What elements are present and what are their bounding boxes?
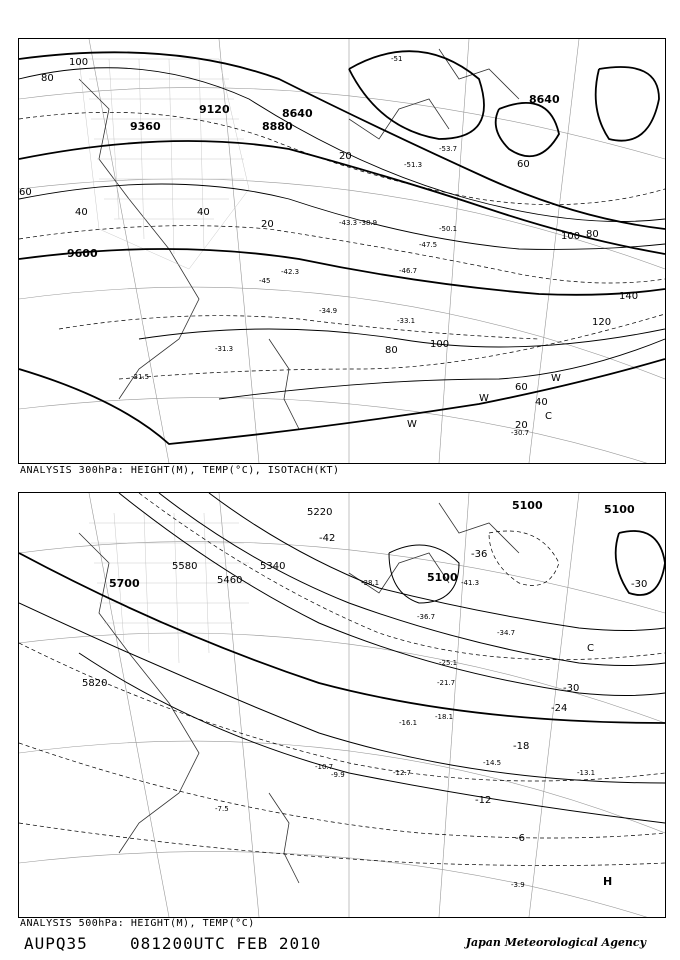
height-label: 8880 [262,120,293,133]
isotach-label: 20 [261,219,274,230]
station-temp: -18.1 [435,713,454,721]
height-label: 5700 [109,577,140,590]
cold-center-marker: C [587,643,594,654]
height-label: 5100 [512,499,543,512]
isotach-label: 100 [561,231,581,242]
map-300hpa-canvas [19,39,665,463]
coastline [79,49,519,429]
temp-label: -51 [391,55,403,63]
height-label: 5580 [172,561,198,572]
height-contours-bold [19,531,665,723]
isotherm-label: -30 [563,683,580,694]
temp-label: -38.9 [359,219,378,227]
upper-panel-caption: ANALYSIS 300hPa: HEIGHT(M), TEMP(°C), ISOTACH(KT) [20,465,340,476]
height-label: 8640 [529,93,560,106]
high-center-marker: H [603,875,613,888]
height-contours [19,51,665,444]
isotherm-label: -12 [475,795,492,806]
height-label: 9360 [130,120,161,133]
temp-label: -51.3 [404,161,423,169]
isotach-label: 140 [619,291,639,302]
height-label: 5340 [260,561,286,572]
temp-label: -30.7 [511,429,530,437]
station-temp: -13.1 [577,769,596,777]
isotherm-label: -6 [515,833,525,844]
isotach-label: 80 [41,73,54,84]
isotach-label: 80 [385,345,398,356]
temp-label: -31.5 [131,373,150,381]
station-temp: -12.7 [393,769,412,777]
agency-name: Japan Meteorological Agency [465,936,646,949]
cold-center-marker: C [545,411,552,422]
warm-center-marker: W [551,373,561,384]
height-label: 5460 [217,575,243,586]
isotherm-label: -18 [513,741,530,752]
height-label: 9120 [199,103,230,116]
map-500hpa-canvas [19,493,665,917]
station-temp: -34.7 [497,629,516,637]
height-label: 5220 [307,507,333,518]
temp-label: -45 [259,277,271,285]
station-temp: -14.5 [483,759,502,767]
temp-label: -33.1 [397,317,416,325]
graticule [19,493,665,917]
isotach-label: 60 [517,159,530,170]
height-label: 9600 [67,247,98,260]
isotach-label: 40 [535,397,548,408]
temp-label: -46.7 [399,267,418,275]
isotach-label: 60 [515,382,528,393]
lower-panel-caption: ANALYSIS 500hPa: HEIGHT(M), TEMP(°C) [20,918,255,929]
height-label: 5100 [604,503,635,516]
station-temp: -3.9 [511,881,525,889]
isotherm-label: -42 [319,533,336,544]
isotach-label: 20 [339,151,352,162]
station-temp: -25.1 [439,659,458,667]
isotherm-label: -30 [631,579,648,590]
isotherm-label: -24 [551,703,568,714]
temp-label: -47.5 [419,241,438,249]
temp-label: -31.3 [215,345,234,353]
isotherm-label: -36 [471,549,488,560]
map-500hpa [18,492,666,918]
warm-center-marker: W [407,419,417,430]
isotach-label: 100 [430,339,450,350]
station-temp: -9.9 [331,771,345,779]
station-temp: -21.7 [437,679,456,687]
height-label: 5100 [427,571,458,584]
temp-label: -53.7 [439,145,458,153]
temp-label: -42.3 [281,268,300,276]
station-temp: -10.7 [315,763,334,771]
isotach-label: 40 [197,207,210,218]
map-300hpa [18,38,666,464]
product-code: AUPQ35 [24,934,88,953]
height-label: 5820 [82,678,108,689]
valid-time: 081200UTC FEB 2010 [130,934,322,953]
isotach-label: 100 [69,57,89,68]
height-label: 8640 [282,107,313,120]
station-temp: -36.7 [417,613,436,621]
station-temp: -7.5 [215,805,229,813]
station-temp: -41.3 [461,579,480,587]
isotach-label: 80 [586,229,599,240]
isotach-label: 40 [75,207,88,218]
temp-label: -43.3 [339,219,358,227]
temp-label: -34.9 [319,307,338,315]
station-temp: -16.1 [399,719,418,727]
station-temp: -38.1 [361,579,380,587]
warm-center-marker: W [479,393,489,404]
isotach-label: 120 [592,317,612,328]
temp-label: -50.1 [439,225,458,233]
isotach-label: 60 [19,187,32,198]
isotach-label: 20 [515,420,528,431]
